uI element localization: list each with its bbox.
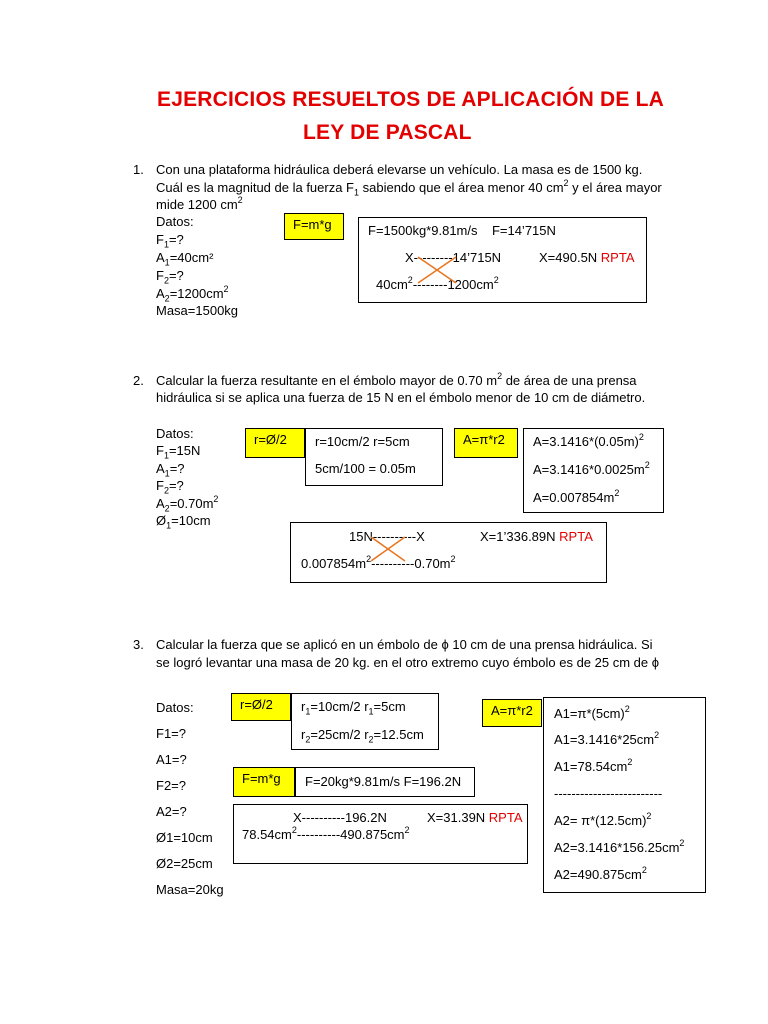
radius-line1: $r_1=10cm/2$ $r_1=5cm$: [301, 699, 406, 717]
problem-2-statement-line2: hidráulica si se aplica una fuerza de 15 N en el émbolo menor de 10 cm de diámetro.: [156, 390, 646, 405]
calc-proportion-line1: 15N----------X: [349, 529, 425, 544]
area-calc-box: [523, 428, 664, 513]
datum-a2: A2=?: [156, 804, 187, 819]
calc-force-line: F=1500kg*9.81m/s F=14’715N: [368, 223, 556, 238]
calc-result-line: X=1’336.89N RPTA: [480, 529, 593, 544]
radius-calc-box: [305, 428, 443, 486]
page-title-line1: EJERCICIOS RESUELTOS DE APLICACIÓN DE LA: [157, 88, 665, 111]
area-line1: $A=3.1416*(0.05m)^2$: [533, 431, 644, 449]
datos-label: Datos:: [156, 214, 194, 229]
calc-proportion-line2: $40cm^2--------1200cm^2$: [376, 274, 499, 292]
problem-1-statement-line2: Cuál es la magnitud de la fuerza $F_1$ sabiendo que el área menor 40 $cm^2$ y el área mayor: [156, 177, 662, 198]
datum-a1: $A_1=$?: [156, 461, 185, 479]
datum-diameter-2: Ø2=25cm: [156, 856, 213, 871]
datum-diameter: $Ø_1=10cm$: [156, 513, 211, 531]
datum-f2: F2=?: [156, 778, 186, 793]
datum-f2: $F_2=$?: [156, 478, 184, 496]
area-calc-box: [543, 697, 706, 893]
radius-line1: r=10cm/2 r=5cm: [315, 434, 410, 449]
datum-masa: Masa=20kg: [156, 882, 224, 897]
area-line4: $A2= \pi*(12.5cm)^2$: [554, 810, 652, 828]
datos-label: Datos:: [156, 700, 194, 715]
datum-f2: $F_2=$?: [156, 268, 184, 286]
datum-a2: $A_2=1200cm^2$: [156, 283, 229, 304]
problem-3-statement-line2: se logró levantar una masa de 20 kg. en el otro extremo cuyo émbolo es de 25 cm de ϕ: [156, 655, 660, 670]
radius-line2: 5cm/100 = 0.05m: [315, 461, 416, 476]
calc-proportion-line2: $78.54cm^2----------490.875cm^2$: [242, 824, 410, 842]
area-line1: $A1=\pi*(5cm)^2$: [554, 703, 630, 721]
datum-a2: $A_2=0.70m^2$: [156, 493, 219, 514]
datum-a1: A1=?: [156, 752, 187, 767]
formula-weight-box: F=m*g: [233, 767, 295, 797]
page-title-line2: LEY DE PASCAL: [303, 121, 472, 144]
area-line3: $A=0.007854m^2$: [533, 487, 620, 505]
calculation-box-3: [233, 804, 528, 864]
area-line6: $A2=490.875cm^2$: [554, 864, 647, 882]
problem-1-statement-line3: mide 1200 $cm^2$: [156, 194, 243, 212]
calculation-box-2: [290, 522, 607, 583]
datum-masa: Masa=1500kg: [156, 303, 239, 318]
force-calc-box: [295, 767, 475, 797]
problem-2-number: 2.: [133, 373, 144, 388]
formula-radius-box: r=Ø/2: [231, 693, 291, 721]
cross-multiply-mark: [416, 255, 460, 287]
force-calc-line: F=20kg*9.81m/s F=196.2N: [305, 774, 462, 789]
calc-result-line: X=490.5N RPTA: [539, 250, 635, 265]
formula-area-box: A=π*r2: [454, 428, 518, 458]
calc-proportion-line2: $0.007854m^2----------0.70m^2$: [301, 553, 456, 571]
problem-1-statement-line1: Con una plataforma hidráulica deberá elevarse un vehículo. La masa es de 1500 kg.: [156, 162, 643, 177]
problem-1-number: 1.: [133, 162, 144, 177]
datum-f1: F1=?: [156, 726, 186, 741]
calculation-box-1: [358, 217, 647, 303]
problem-3-statement-line1: Calcular la fuerza que se aplicó en un émbolo de ϕ 10 cm de una prensa hidráulica. Si: [156, 637, 653, 652]
area-separator: -------------------------: [554, 786, 663, 801]
datos-label: Datos:: [156, 426, 194, 441]
problem-2-statement-line1: Calcular la fuerza resultante en el émbolo mayor de 0.70 $m^2$ de área de una prensa: [156, 370, 637, 388]
formula-area-box: A=π*r2: [482, 699, 542, 727]
radius-line2: $r_2=25cm/2$ $r_2=12.5cm$: [301, 727, 424, 745]
area-line3: $A1=78.54cm^2$: [554, 756, 633, 774]
area-line2: $A=3.1416*0.0025m^2$: [533, 459, 650, 477]
calc-proportion-line1: X---------14’715N: [405, 250, 502, 265]
formula-weight-box: F=m*g: [284, 213, 344, 240]
datum-f1: $F_1=$?: [156, 232, 184, 250]
calc-proportion-line1: X----------196.2N: [293, 810, 387, 825]
calc-result-line: X=31.39N RPTA: [427, 810, 523, 825]
area-line5: $A2=3.1416*156.25cm^2$: [554, 837, 685, 855]
radius-calc-box: [291, 693, 439, 750]
datum-f1: $F_1=15N$: [156, 443, 201, 461]
datum-a1: $A_1=40cm^2$: [156, 250, 214, 268]
area-line2: $A1=3.1416*25cm^2$: [554, 729, 660, 747]
problem-3-number: 3.: [133, 637, 144, 652]
cross-multiply-mark: [369, 535, 409, 565]
formula-radius-box: r=Ø/2: [245, 428, 305, 458]
datum-diameter-1: Ø1=10cm: [156, 830, 213, 845]
